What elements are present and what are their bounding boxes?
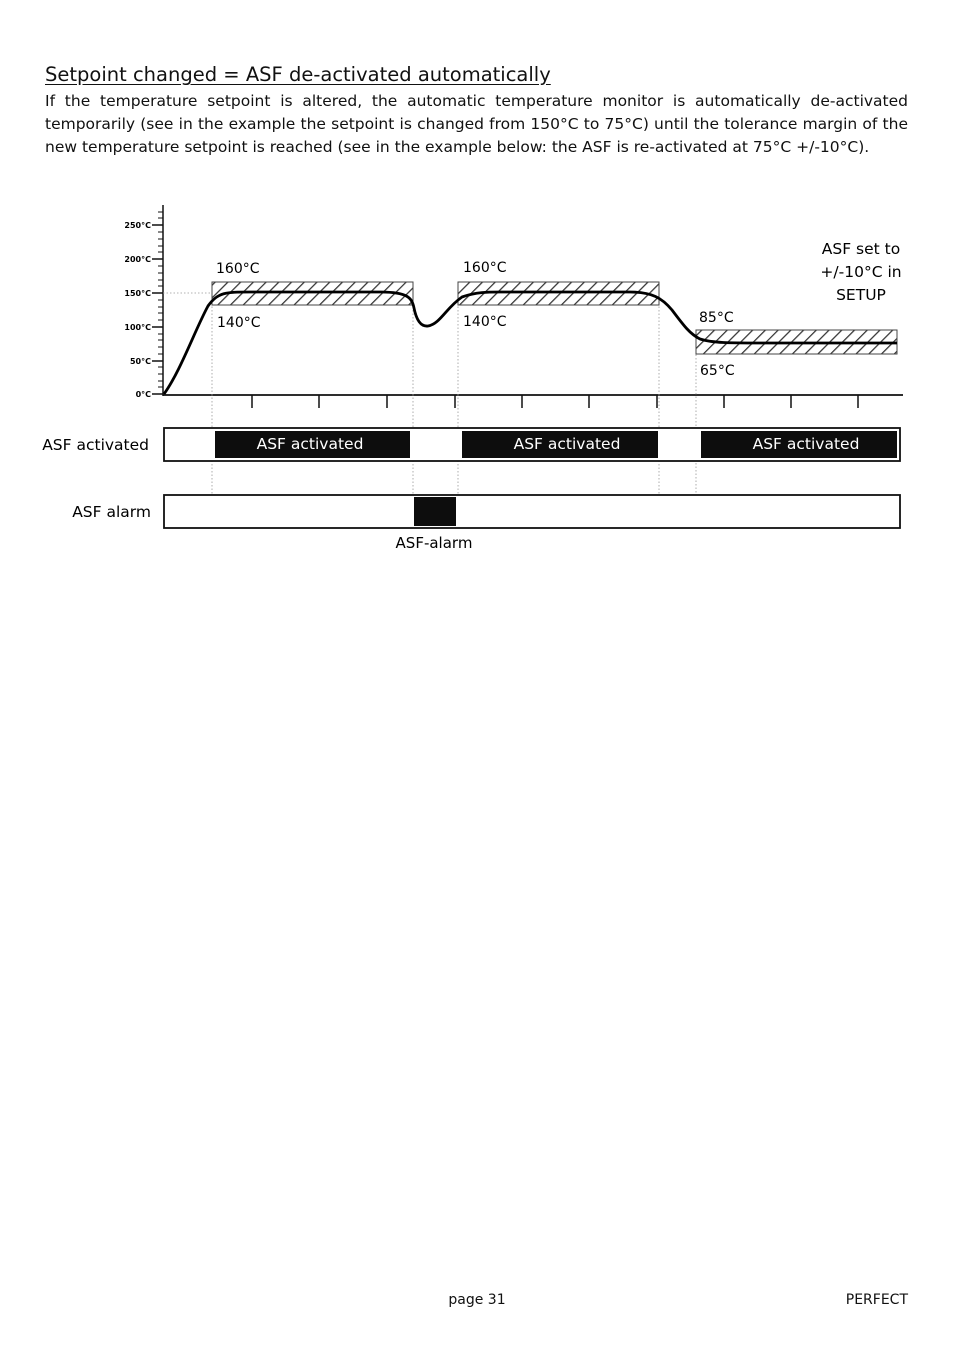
asf-alarm-track — [164, 495, 900, 528]
y-tick-100: 100°C — [124, 323, 151, 332]
y-tick-150: 150°C — [124, 289, 151, 298]
setup-note-line-2: +/-10°C in — [820, 263, 902, 281]
asf-alarm-row-label: ASF alarm — [72, 503, 151, 521]
y-tick-200: 200°C — [124, 255, 151, 264]
y-tick-0: 0°C — [135, 390, 151, 399]
y-tick-50: 50°C — [129, 357, 151, 366]
asf-alarm-segment — [414, 497, 456, 526]
asf-timing-diagram — [0, 195, 954, 565]
asf-activated-segment-3-label: ASF activated — [752, 435, 860, 453]
band1-upper-label: 160°C — [216, 261, 260, 277]
temperature-curve — [164, 292, 897, 394]
asf-alarm-caption: ASF-alarm — [395, 534, 473, 552]
x-axis-ticks — [252, 395, 858, 408]
asf-activated-row-label: ASF activated — [42, 436, 149, 454]
y-axis-major-ticks — [152, 225, 163, 394]
band2-lower-label: 140°C — [463, 314, 507, 330]
tolerance-band-1 — [212, 282, 413, 305]
section-heading: Setpoint changed = ASF de-activated automatically — [45, 63, 551, 86]
asf-activated-segment-2-label: ASF activated — [513, 435, 621, 453]
page-number: page 31 — [448, 1292, 506, 1308]
band3-lower-label: 65°C — [700, 363, 735, 379]
band3-upper-label: 85°C — [699, 310, 734, 326]
band1-lower-label: 140°C — [217, 315, 261, 331]
intro-paragraph: If the temperature setpoint is altered, the automatic temperature monitor is automatically de-activated temporarily (see in the example the setpoint is changed from 150°C to 75°C) until the tolerance margin of the new temperature setpoint is reached (see in the example below: the ASF is re-activated at 75°C +/-10°C). — [45, 92, 908, 156]
y-tick-250: 250°C — [124, 221, 151, 230]
setup-note-line-1: ASF set to — [821, 240, 901, 258]
band2-upper-label: 160°C — [463, 260, 507, 276]
asf-activated-segment-1-label: ASF activated — [256, 435, 364, 453]
setup-note-line-3: SETUP — [836, 286, 886, 304]
footer-brand: PERFECT — [845, 1292, 908, 1308]
